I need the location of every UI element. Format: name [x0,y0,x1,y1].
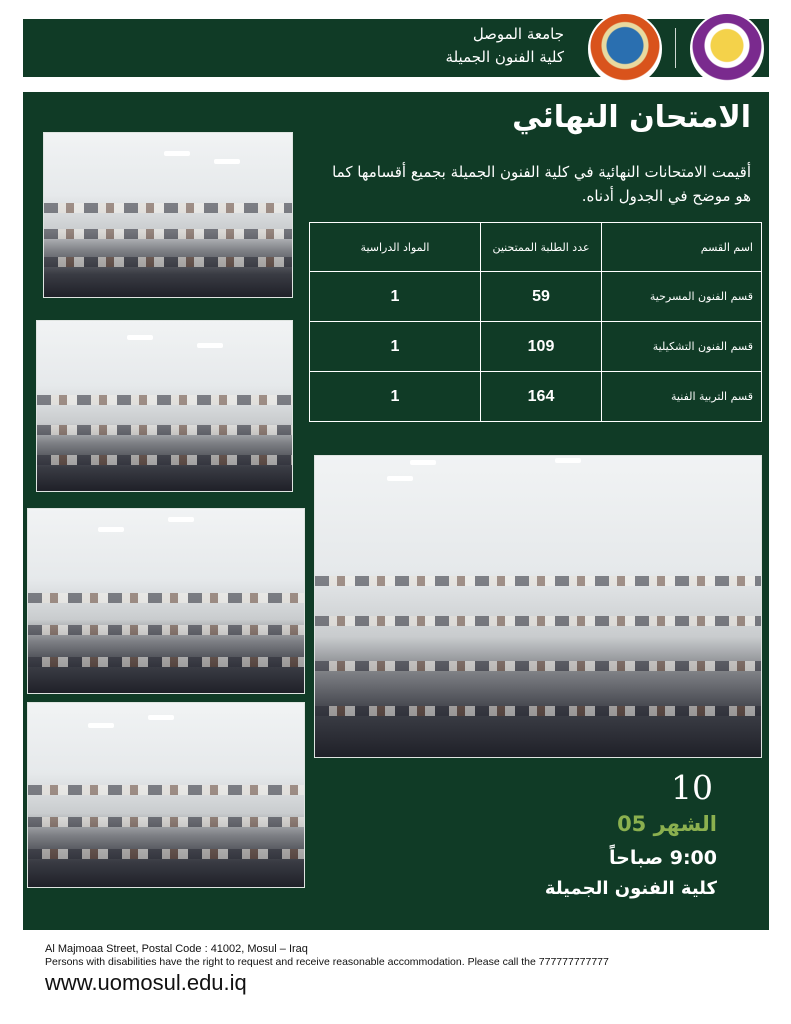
footer-accessibility-note: Persons with disabilities have the right to request and receive reasonable accommodation. Please call the 777777777777 [45,956,609,968]
departments-table [309,222,762,422]
college-name: كلية الفنون الجميلة [445,48,564,66]
logo-divider [675,28,676,68]
footer-address: Al Majmoaa Street, Postal Code : 41002, Mosul – Iraq [45,943,308,955]
page-title: الامتحان النهائي [512,100,751,135]
university-logo-icon [588,12,662,86]
student-count: 164 [481,372,602,422]
table-row [310,372,762,422]
table-row [310,322,762,372]
event-month: الشهر 05 [617,812,717,836]
column-header-students: عدد الطلبة الممتحنين [481,223,602,272]
table-row [310,272,762,322]
student-count: 109 [481,322,602,372]
subject-count: 1 [310,372,481,422]
exam-hall-photo [27,702,305,888]
exam-hall-photo-large [314,455,762,758]
header-text [446,23,564,69]
subject-count: 1 [310,322,481,372]
header-bar [23,19,769,77]
content-panel [23,92,769,930]
column-header-subjects: المواد الدراسية [310,223,481,272]
exam-hall-photo [36,320,293,492]
department-name: قسم الفنون التشكيلية [602,322,762,372]
subject-count: 1 [310,272,481,322]
website-link[interactable]: www.uomosul.edu.iq [45,970,247,995]
event-day: 10 [671,768,713,807]
column-header-department: اسم القسم [602,223,762,272]
exam-hall-photo [27,508,305,694]
department-name: قسم الفنون المسرحية [602,272,762,322]
college-logo-icon [690,12,764,86]
student-count: 59 [481,272,602,322]
table-header-row [310,223,762,272]
department-name: قسم التربية الفنية [602,372,762,422]
exam-hall-photo [43,132,293,298]
event-time: 9:00 صباحاً [609,847,717,869]
university-name: جامعة الموصل [472,25,564,43]
intro-text: أقيمت الامتحانات النهائية في كلية الفنون الجميلة بجميع أقسامها كما هو موضح في الجدول أدناه. [332,163,751,205]
event-venue: كلية الفنون الجميلة [544,878,717,899]
